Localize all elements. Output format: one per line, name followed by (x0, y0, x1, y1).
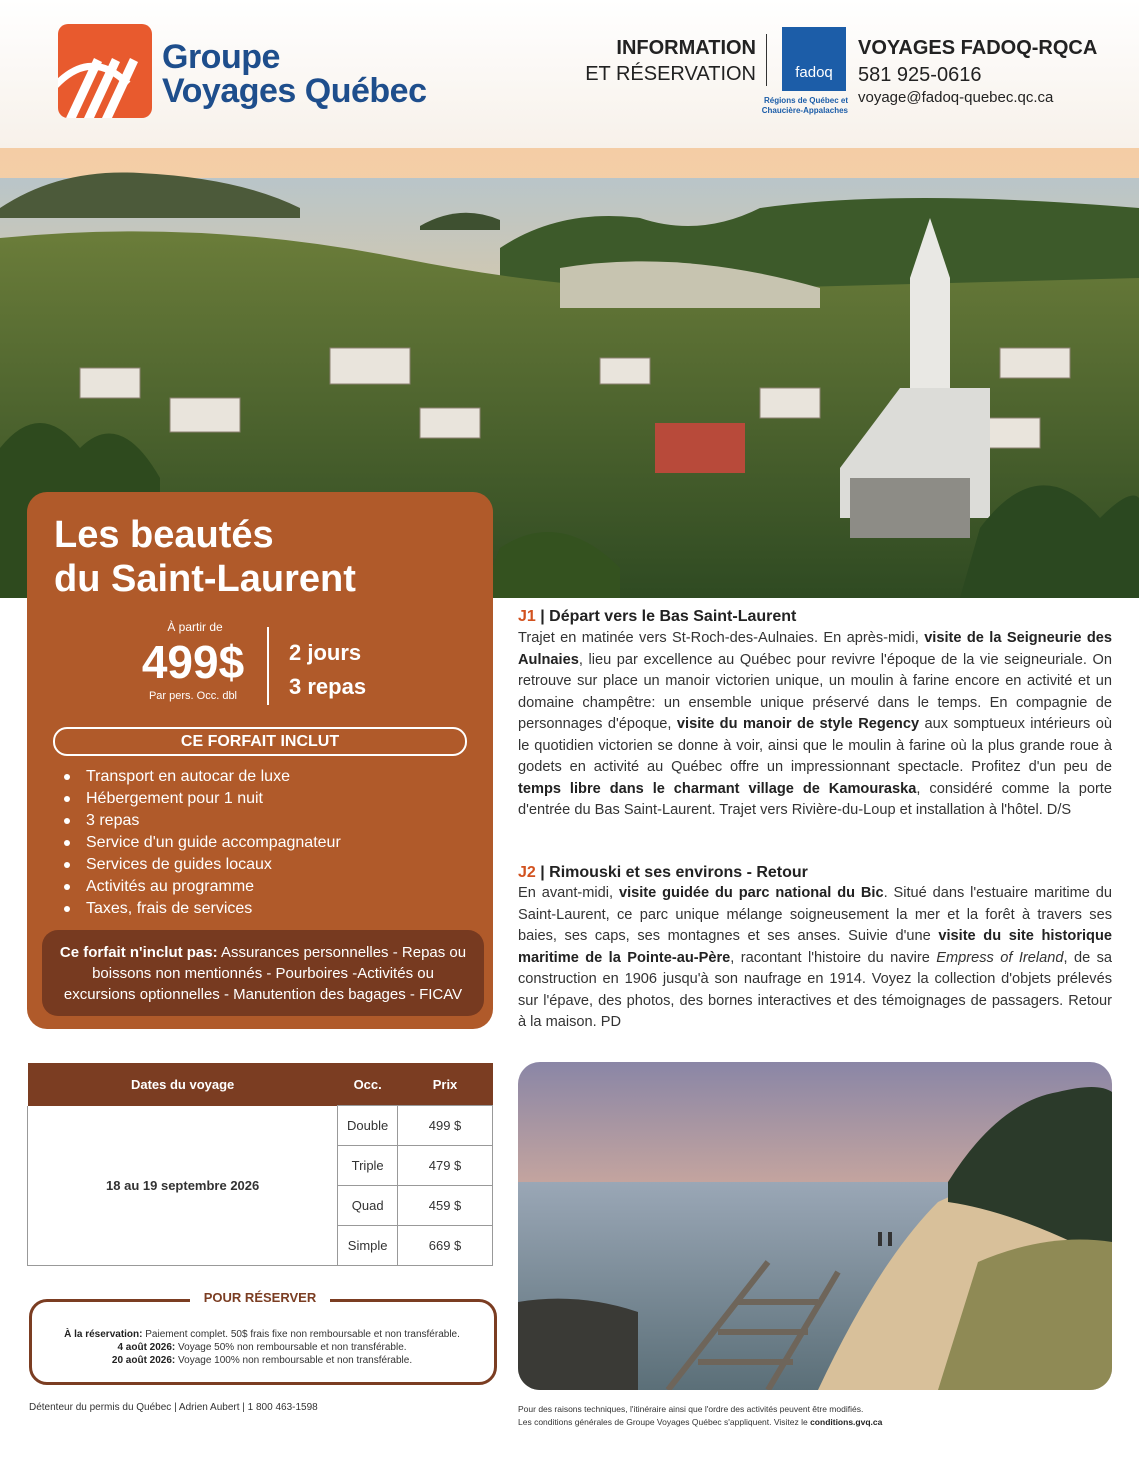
reservation-line-3 (32, 1354, 492, 1367)
fadoq-logo-icon (782, 27, 846, 91)
reservation-text-2: Voyage 50% non remboursable et non transférable. (175, 1342, 407, 1353)
fadoq-caption-line2: Chaucière-Appalaches (761, 106, 848, 115)
day2-number: J2 (518, 864, 536, 881)
reservation-label-3: 20 août 2026: (111, 1355, 176, 1366)
list-item: Transport en autocar de luxe (62, 766, 341, 788)
reservation-label-1: À la réservation: (64, 1329, 143, 1340)
reservation-label-2: 4 août 2026: (117, 1342, 176, 1353)
day2-ship-name: Empress of Ireland (936, 949, 1064, 966)
disclaimer (518, 1403, 1112, 1429)
organizer-phone[interactable]: 581 925-0616 (858, 64, 982, 86)
excludes-text (58, 942, 468, 1005)
day2-text-4: , de sa construction en 1906 jusqu'à son naufrage en 1914. Voyez la collection d'objets prélevés sur l'épave, des photos, des bornes interactives et des témoignages de passagers. Retour à la maison. PD (518, 949, 1113, 1030)
day2-title: Rimouski et ses environs - Retour (549, 864, 808, 881)
list-item: Service d'un guide accompagnateur (62, 832, 341, 854)
price-cell: 459 $ (398, 1186, 493, 1226)
price-cell: 479 $ (398, 1146, 493, 1186)
day2-highlight-2: visite du site historique maritime de la Pointe-au-Père (518, 928, 1113, 966)
reservation-text-3: Voyage 100% non remboursable et non transférable. (175, 1355, 413, 1366)
day1-highlight-2: visite du manoir de style Regency (676, 716, 920, 732)
day1-text-4: , considéré comme la porte d'entrée du Bas Saint-Laurent. Trajet vers Rivière-du-Loup et installation à l'hôtel. D/S (518, 780, 1112, 818)
list-item: Taxes, frais de services (62, 898, 341, 920)
brand-name-line2: Voyages Québec (162, 72, 427, 110)
occupancy-cell: Double (338, 1106, 398, 1146)
day2-text-1: En avant-midi, (518, 885, 619, 901)
day1-number: J1 (518, 608, 536, 625)
day1-heading: J1 | Départ vers le Bas Saint-Laurent (518, 608, 797, 625)
tour-title (54, 513, 474, 601)
fadoq-caption (740, 96, 848, 116)
disclaimer-line-1: Pour des raisons techniques, l'itinéraire ainsi que l'ordre des activités peuvent être modifiés. (518, 1404, 864, 1414)
disclaimer-line-2 (518, 1416, 1112, 1429)
organizer-name: VOYAGES FADOQ-RQCA (858, 37, 1098, 59)
table-header-row (28, 1063, 493, 1106)
table-row (28, 1106, 493, 1146)
day1-title: Départ vers le Bas Saint-Laurent (549, 608, 797, 625)
header-dates: Dates du voyage (28, 1063, 338, 1106)
price-cell: 669 $ (398, 1226, 493, 1266)
list-item: Services de guides locaux (62, 854, 341, 876)
list-item: Activités au programme (62, 876, 341, 898)
reservation-terms (32, 1328, 492, 1367)
day1-text-1: Trajet en matinée vers St-Roch-des-Aulnaies. En après-midi, (518, 630, 925, 646)
excludes-label: Ce forfait n'inclut pas: (59, 944, 218, 961)
day1-text-3: aux somptueux intérieurs où le quotidien victorien se donne à voir, ainsi que le moulin à farine où la plus grande roue à godets en activité au Québec offre un impressionnant spectacle. Profitez d'un peu de (518, 716, 1112, 775)
price-divider (267, 627, 269, 705)
day2-highlight-1: visite guidée du parc national du Bic (618, 885, 884, 901)
includes-heading: CE FORFAIT INCLUT (53, 727, 467, 756)
price-value: 499$ (141, 636, 245, 688)
fadoq-caption-line1: Régions de Québec et (763, 96, 848, 105)
list-item: Hébergement pour 1 nuit (62, 788, 341, 810)
tour-title-line2: du Saint-Laurent (54, 558, 356, 600)
info-title: INFORMATION (616, 37, 756, 59)
day1-text-2: , lieu par excellence au Québec pour revivre l'époque de la vie seigneuriale. On retrouve sur place un manoir victorien unique, un moulin à farine encore en activité et un domaine champêtre: un ensemble unique préservé dans le temps. En compagnie de personnages d'époque, (518, 651, 1112, 732)
includes-list (62, 766, 341, 920)
price-cell: 499 $ (398, 1106, 493, 1146)
day2-text-2: . Situé dans l'estuaire maritime du Saint-Laurent, ce parc unique mélange soigneusement la mer et la forêt à travers ses baies, ses caps, ses montagnes et ses anses. Suivie d'une (518, 885, 1112, 944)
occupancy-cell: Quad (338, 1186, 398, 1226)
header-occupancy: Occ. (338, 1063, 398, 1106)
brand-name-line1: Groupe (162, 38, 280, 76)
reservation-title: POUR RÉSERVER (190, 1290, 330, 1305)
tour-meals: 3 repas (289, 674, 367, 699)
day2-text-3: , racontant l'histoire du navire (730, 949, 937, 966)
reservation-line-1 (32, 1328, 492, 1341)
price-from-label: À partir de (167, 620, 223, 634)
day1-highlight-1: visite de la Seigneurie des Aulnaies (518, 630, 1112, 668)
day1-highlight-3: temps libre dans le charmant village de Kamouraska (518, 780, 917, 797)
day2-heading: J2 | Rimouski et ses environs - Retour (518, 864, 808, 881)
reservation-text-1: Paiement complet. 50$ frais fixe non remboursable et non transférable. (142, 1329, 460, 1340)
occupancy-cell: Simple (338, 1226, 398, 1266)
day2-description (518, 883, 1112, 1034)
conditions-link[interactable]: conditions.gvq.ca (810, 1417, 883, 1427)
trip-dates: 18 au 19 septembre 2026 (28, 1106, 338, 1266)
disclaimer-text-2: Les conditions générales de Groupe Voyages Québec s'appliquent. Visitez le (518, 1417, 811, 1427)
organizer-email[interactable]: voyage@fadoq-quebec.qc.ca (858, 89, 1054, 106)
occupancy-cell: Triple (338, 1146, 398, 1186)
price-note: Par pers. Occ. dbl (148, 690, 238, 702)
list-item: 3 repas (62, 810, 341, 832)
reservation-line-2 (32, 1341, 492, 1354)
fadoq-logo-text: fadoq (795, 64, 833, 81)
groupe-voyages-quebec-logo-icon (58, 24, 152, 118)
price-table (27, 1063, 493, 1266)
tour-duration (289, 636, 366, 704)
info-subtitle: ET RÉSERVATION (585, 63, 756, 85)
day1-description (518, 628, 1112, 822)
permit-holder: Détenteur du permis du Québec | Adrien Aubert | 1 800 463-1598 (29, 1402, 318, 1413)
header-price: Prix (398, 1063, 493, 1106)
header-divider (766, 34, 767, 86)
tour-title-line1: Les beautés (54, 514, 274, 556)
beach-photo (518, 1062, 1112, 1390)
tour-days: 2 jours (289, 640, 362, 665)
excludes-items: Assurances personnelles - Repas ou boissons non mentionnés - Pourboires -Activités ou excursions optionnelles - Manutention des bagages - FICAV (63, 944, 467, 1003)
